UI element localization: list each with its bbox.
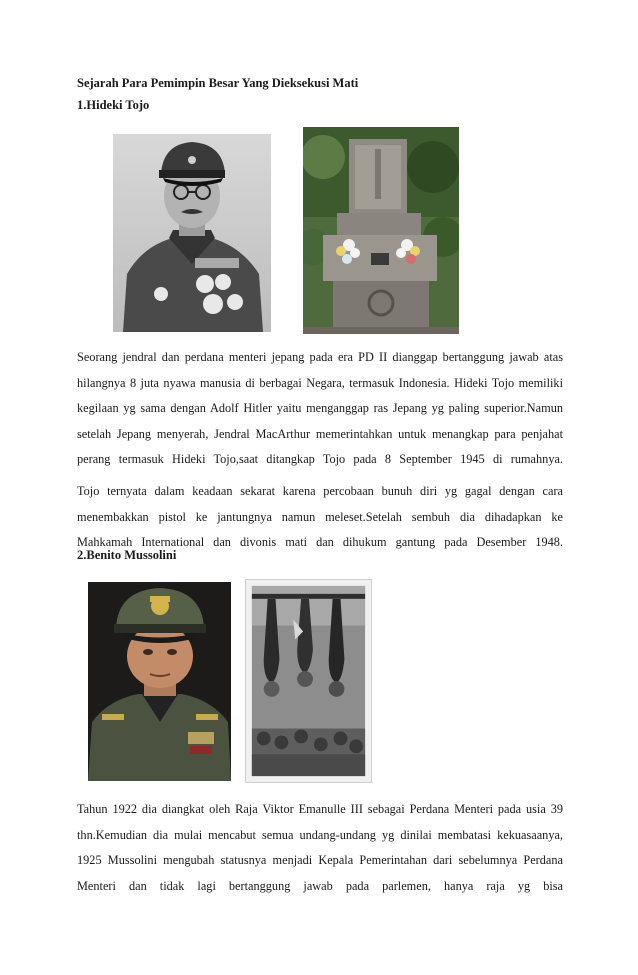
document-title: Sejarah Para Pemimpin Besar Yang Dieksekusi Mati xyxy=(77,76,359,90)
tojo-paragraph-1 xyxy=(77,345,563,473)
text-line: Menteri dan tidak lagi bertanggung jawab pada parlemen, hanya raja yg bisa xyxy=(77,878,563,893)
section-heading-mussolini: 2.Benito Mussolini xyxy=(77,548,177,562)
text-line: Tahun 1922 dia diangkat oleh Raja Viktor Emanulle III sebagai Perdana Menteri pada usia 39 xyxy=(77,802,563,816)
text-line: menembakkan pistol ke jantungnya namun meleset.Setelah sembuh dia dihadapkan ke xyxy=(77,509,563,524)
text-line: kegilaan yg sama dengan Adolf Hitler yaitu menganggap ras Jepang yg paling superior.Namun xyxy=(77,401,563,415)
tojo-grave-photo xyxy=(303,127,459,334)
mussolini-paragraph-1 xyxy=(77,797,563,899)
section-heading-tojo: 1.Hideki Tojo xyxy=(77,98,150,112)
text-line: setelah Jepang menyerah, Jendral MacArthur memerintahkan untuk menangkap para penjahat xyxy=(77,426,563,441)
tojo-portrait-photo xyxy=(113,134,271,332)
tojo-paragraph-2 xyxy=(77,479,563,556)
text-line: Tojo ternyata dalam keadaan sekarat karena percobaan bunuh diri yg gagal dengan cara xyxy=(77,484,563,498)
mussolini-execution-photo xyxy=(245,579,372,783)
text-line: 1925 Mussolini mengubah statusnya menjadi Kepala Pemerintahan dari sebelumnya Perdana xyxy=(77,853,563,867)
text-line: hilangnya 8 juta nyawa manusia di berbagai Negara, termasuk Indonesia. Hideki Tojo memiliki xyxy=(77,375,563,390)
text-line: perang termasuk Hideki Tojo,saat ditangkap Tojo pada 8 September 1945 di rumahnya. xyxy=(77,452,563,466)
text-line: Mahkamah International dan divonis mati dan dihukum gantung pada Desember 1948. xyxy=(77,535,563,549)
text-line: Seorang jendral dan perdana menteri jepang pada era PD II dianggap bertanggung jawab atas xyxy=(77,350,563,364)
text-line: thn.Kemudian dia mulai mencabut semua undang-undang yg dinilai membatasi kekuasaanya, xyxy=(77,827,563,842)
mussolini-portrait-photo xyxy=(88,582,231,781)
